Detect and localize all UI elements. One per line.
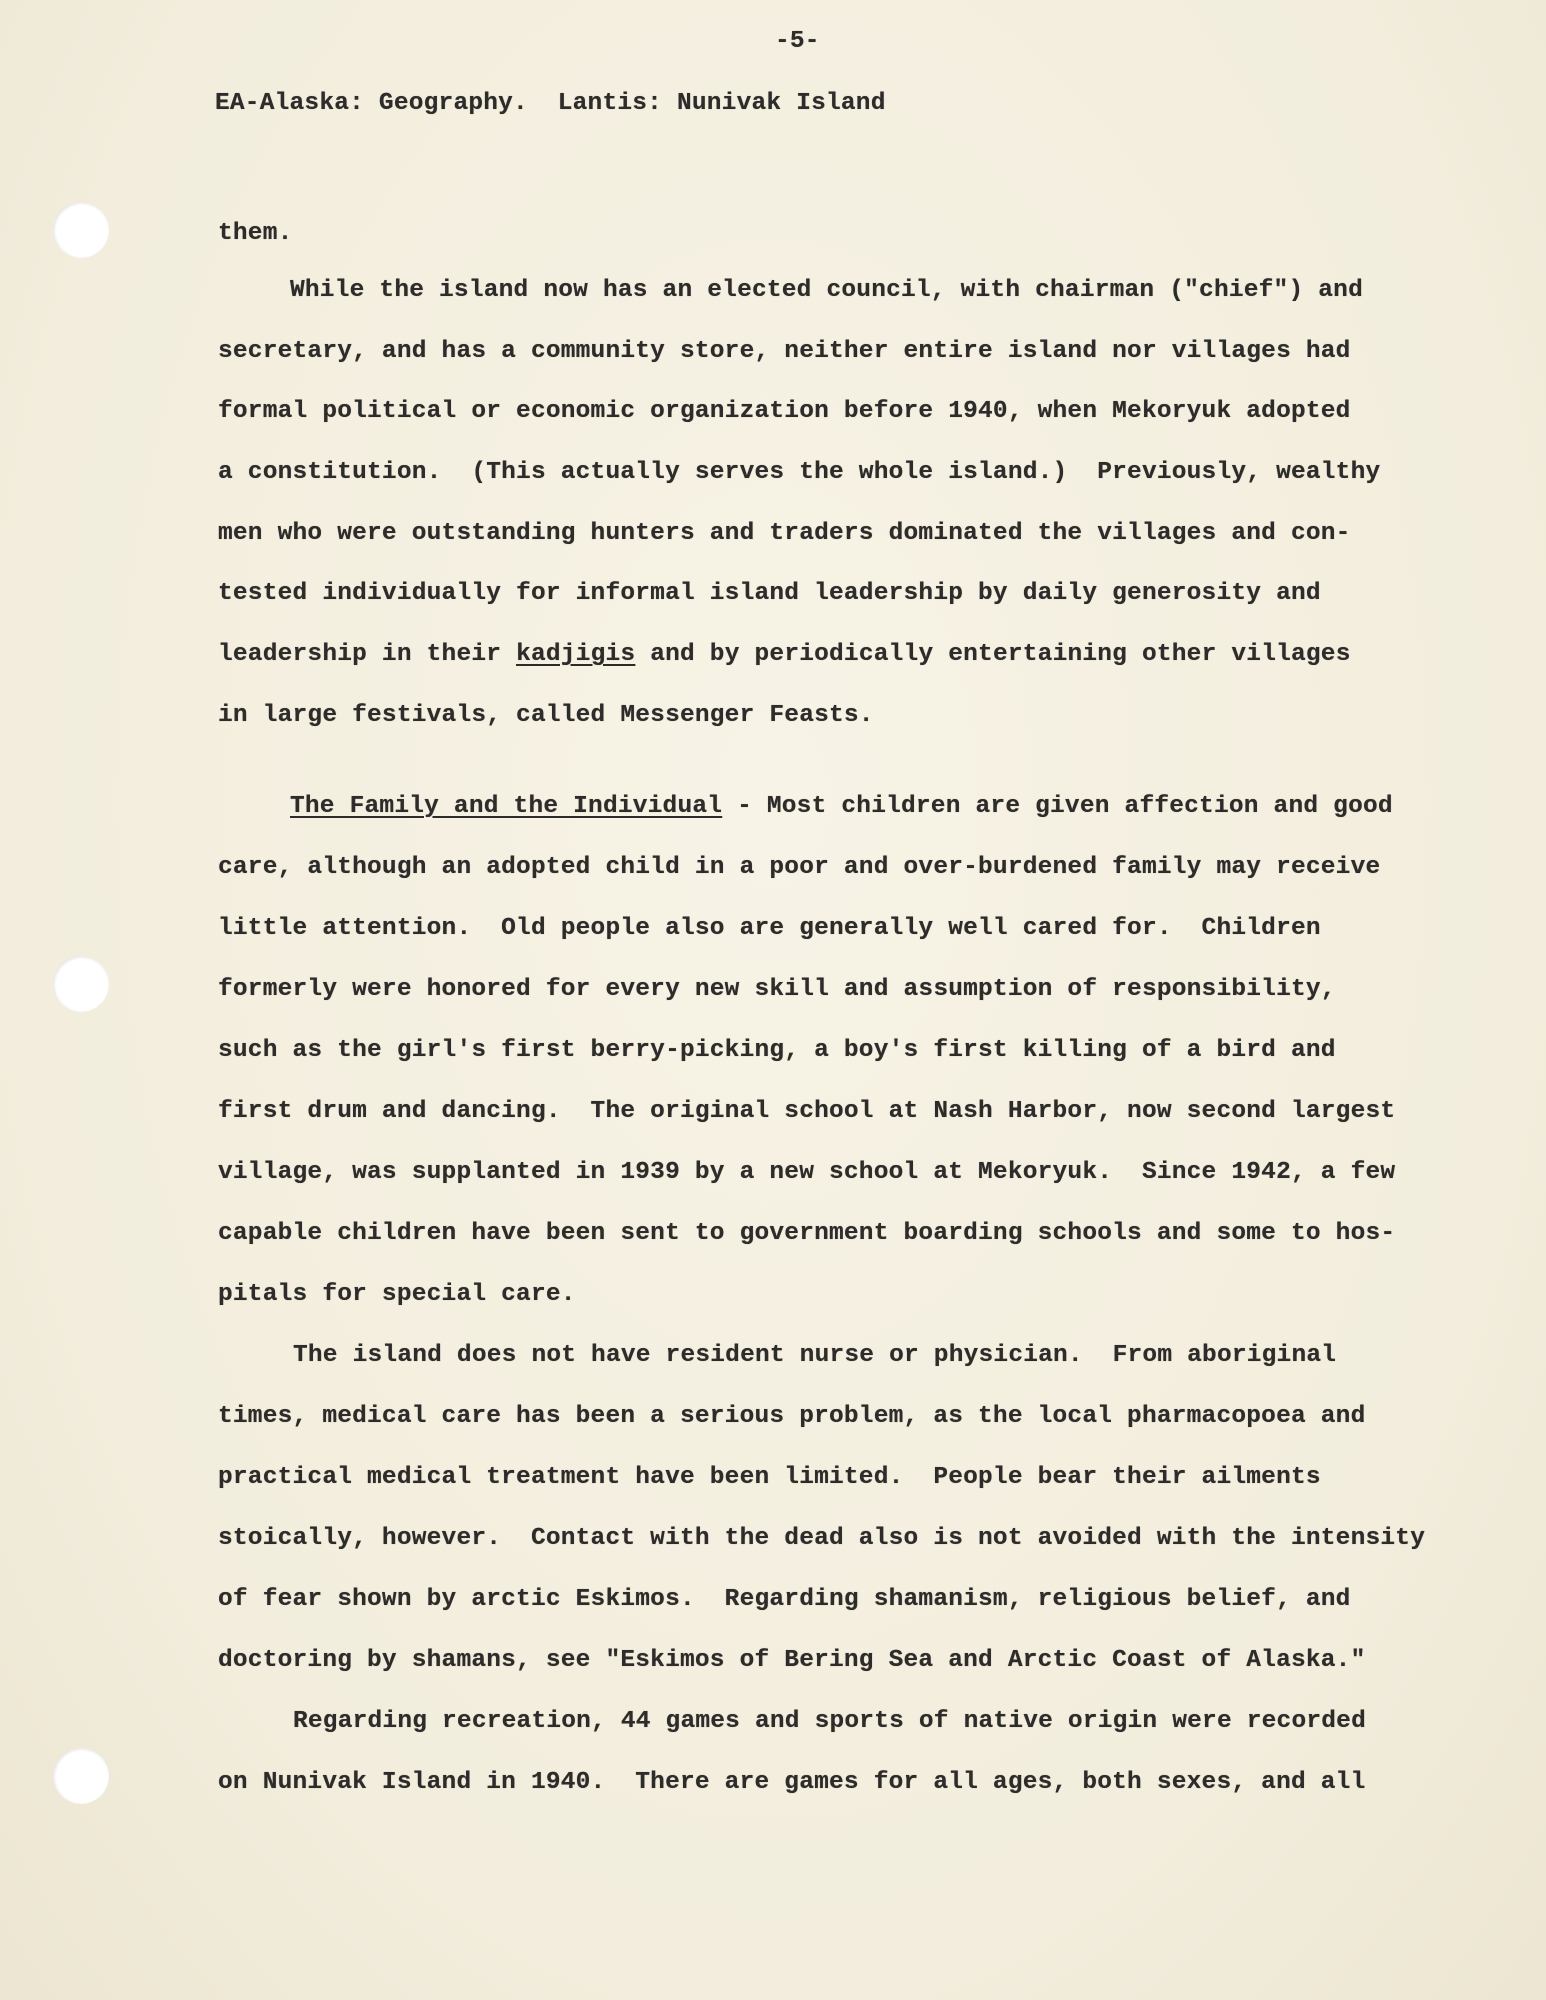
body-line: capable children have been sent to government boarding schools and some to hos-: [218, 1220, 1396, 1247]
binder-hole: [53, 202, 109, 258]
body-line: care, although an adopted child in a poor and over-burdened family may receive: [218, 854, 1381, 881]
body-line: formerly were honored for every new skill and assumption of responsibility,: [218, 976, 1336, 1003]
body-line: first drum and dancing. The original school at Nash Harbor, now second largest: [218, 1098, 1396, 1125]
body-line: such as the girl's first berry-picking, a boy's first killing of a bird and: [218, 1037, 1336, 1064]
body-line: While the island now has an elected council, with chairman ("chief") and: [290, 277, 1363, 304]
body-line: of fear shown by arctic Eskimos. Regarding shamanism, religious belief, and: [218, 1586, 1351, 1613]
body-line: practical medical treatment have been limited. People bear their ailments: [218, 1464, 1321, 1491]
body-line: in large festivals, called Messenger Feasts.: [218, 702, 874, 729]
section-heading: The Family and the Individual: [290, 793, 723, 820]
page-number: -5-: [775, 28, 820, 55]
binder-hole: [53, 956, 109, 1012]
body-line: little attention. Old people also are generally well cared for. Children: [218, 915, 1321, 942]
body-line: village, was supplanted in 1939 by a new school at Mekoryuk. Since 1942, a few: [218, 1159, 1396, 1186]
document-header: EA-Alaska: Geography. Lantis: Nunivak Island: [215, 90, 886, 117]
body-text: - Most children are given affection and good: [722, 793, 1393, 820]
binder-hole: [53, 1748, 109, 1804]
body-line: tested individually for informal island leadership by daily generosity and: [218, 580, 1321, 607]
body-line: a constitution. (This actually serves the whole island.) Previously, wealthy: [218, 459, 1381, 486]
body-text: and by periodically entertaining other villages: [635, 641, 1351, 668]
body-line: doctoring by shamans, see "Eskimos of Bering Sea and Arctic Coast of Alaska.": [218, 1647, 1366, 1674]
section-line: [290, 793, 1393, 820]
body-line: on Nunivak Island in 1940. There are games for all ages, both sexes, and all: [218, 1769, 1366, 1796]
body-line: men who were outstanding hunters and traders dominated the villages and con-: [218, 520, 1351, 547]
body-line: The island does not have resident nurse or physician. From aboriginal: [293, 1342, 1337, 1369]
body-line: stoically, however. Contact with the dead also is not avoided with the intensity: [218, 1525, 1426, 1552]
body-line: them.: [218, 220, 293, 247]
body-line: formal political or economic organization before 1940, when Mekoryuk adopted: [218, 398, 1351, 425]
body-line: [218, 641, 1351, 668]
underlined-term: kadjigis: [516, 641, 636, 668]
body-line: times, medical care has been a serious problem, as the local pharmacopoea and: [218, 1403, 1366, 1430]
body-line: Regarding recreation, 44 games and sports of native origin were recorded: [293, 1708, 1366, 1735]
body-text: leadership in their: [218, 641, 517, 668]
body-line: secretary, and has a community store, neither entire island nor villages had: [218, 338, 1351, 365]
body-line: pitals for special care.: [218, 1281, 576, 1308]
